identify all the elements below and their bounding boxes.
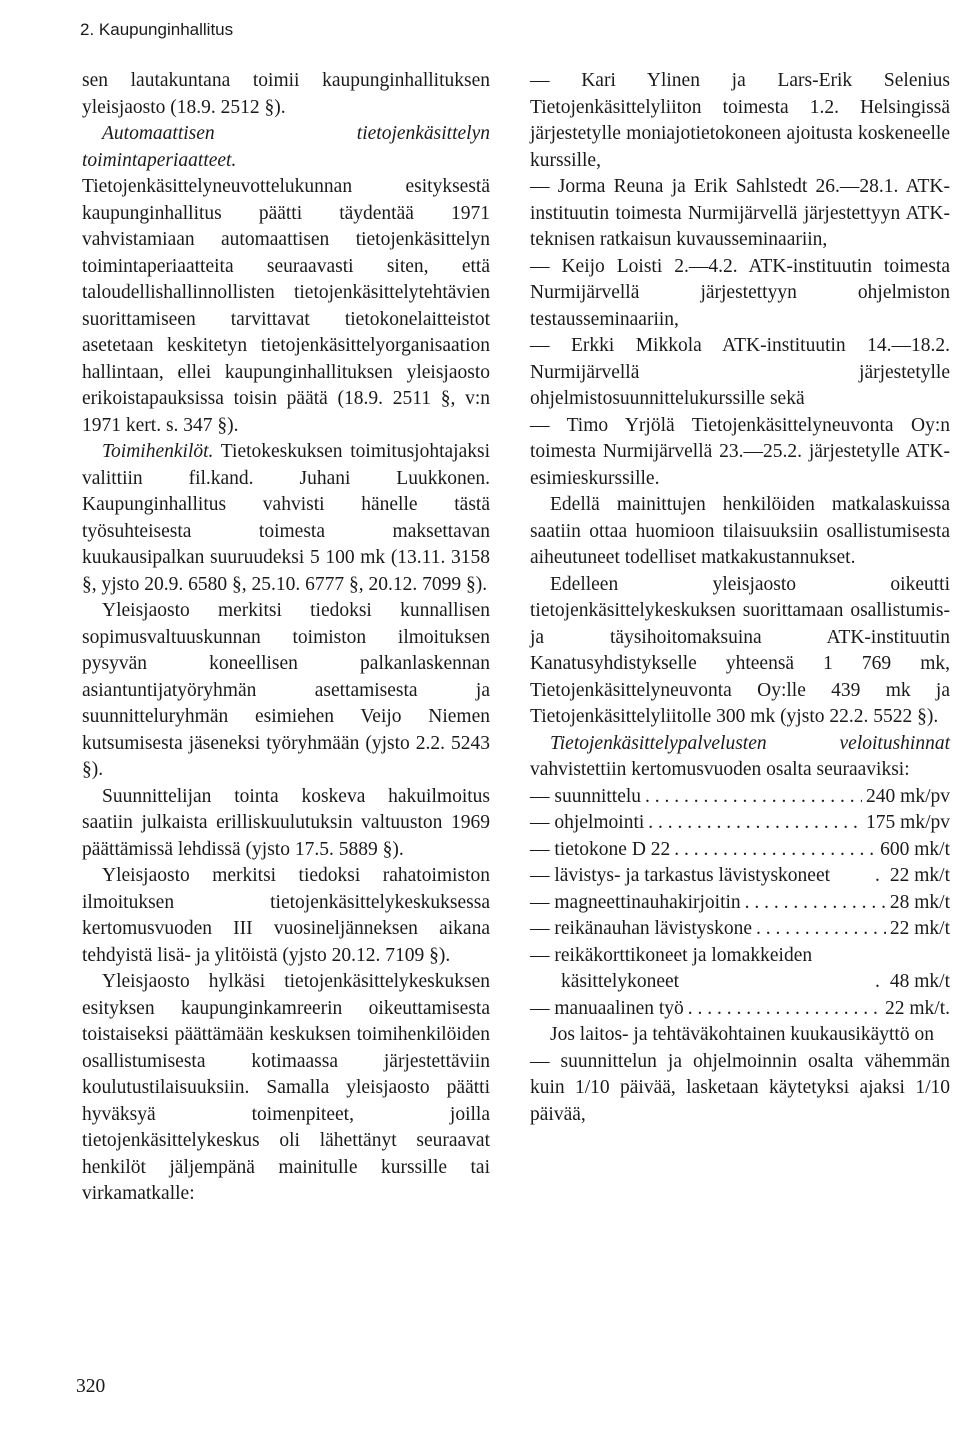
paragraph-text: Tietokeskuksen toimitusjohtajaksi valittiin fil.kand. Juhani Luukkonen. Kaupunginhallitus vahvisti hänelle tästä työsuhteisesta toimesta maksettavan kuukausipalkan suuruudeksi 5 100 mk (13.11. 3158 §, yjsto 20.9. 6580 §, 25.10. 6777 §, 20.12. 7099 §).	[82, 441, 490, 595]
price-label: — ohjelmointi	[530, 812, 645, 833]
section-heading: Automaattisen tietojenkäsittelyn toimintaperiaatteet.	[82, 123, 490, 171]
price-row	[530, 996, 950, 1023]
right-column	[530, 68, 950, 1128]
price-value: 22 mk/t	[889, 918, 950, 939]
list-item: — Keijo Loisti 2.—4.2. ATK-instituutin toimesta Nurmijärvellä järjestettyyn ohjelmiston testausseminaariin,	[530, 255, 950, 330]
section-heading: Tietojenkäsittelypalvelusten veloitushinnat	[550, 732, 950, 754]
paragraph: Jos laitos- ja tehtäväkohtainen kuukausikäyttö on	[550, 1024, 934, 1045]
price-value: 28 mk/t	[889, 891, 950, 913]
paragraph	[82, 439, 490, 598]
paragraph-text: Tietojenkäsittelyneuvottelukunnan esityksestä kaupunginhallitus päätti täydentää 1971 vahvistamiaan automaattisen tietojenkäsittelyn toimintaperiaatteita seuraavasti siten, että taloudellishallinnollisten tietojenkäsittelytehtävien suorittamiseen tarvittavat tietokonelaitteistot asetetaan keskitetyn tietojenkäsittelyorganisaation hallintaan, ellei kaupunginhallituksen yleisjaosto erikoistapauksissa toisin päätä (18.9. 2511 §, v:n 1971 kert. s. 347 §).	[82, 176, 490, 436]
price-row	[530, 863, 950, 890]
price-value: 22 mk/t	[889, 865, 950, 886]
paragraph	[82, 121, 490, 439]
paragraph	[530, 731, 950, 784]
price-label: — magneettinauhakirjoitin	[530, 891, 741, 913]
paragraph: sen lautakuntana toimii kaupunginhallituksen yleisjaosto (18.9. 2512 §).	[82, 70, 490, 118]
paragraph: Yleisjaosto merkitsi tiedoksi rahatoimiston ilmoituksen tietojenkäsittelykeskuksessa kertomusvuoden III vuosineljänneksen aikana tehdyistä lisä- ja ylitöistä (yjsto 20.12. 7109 §).	[82, 865, 490, 966]
price-value: 240 mk/pv	[866, 785, 950, 807]
price-label: — lävistys- ja tarkastus lävistyskoneet	[530, 865, 831, 886]
price-label: — reikäkorttikoneet ja lomakkeiden käsittelykoneet	[530, 944, 813, 992]
price-label: — reikänauhan lävistyskone	[530, 918, 753, 939]
section-heading: Toimihenkilöt.	[102, 441, 214, 462]
list-item: — Timo Yrjölä Tietojenkäsittelyneuvonta Oy:n toimesta Nurmijärvellä 23.—25.2. järjestetylle ATK-esimieskurssille.	[530, 414, 950, 489]
price-value: 600 mk/t	[880, 838, 950, 860]
paragraph-text: vahvistettiin kertomusvuoden osalta seuraaviksi:	[530, 759, 910, 780]
price-label: — suunnittelu	[530, 785, 642, 807]
price-row	[530, 810, 950, 837]
price-row	[530, 943, 950, 996]
left-column	[82, 68, 490, 1208]
price-label: — tietokone D 22	[530, 838, 671, 860]
list-item: — Kari Ylinen ja Lars-Erik Selenius Tietojenkäsittelyliiton toimesta 1.2. Helsingissä järjestetylle moniajotietokoneen ajoitusta koskeneelle kurssille,	[530, 70, 950, 171]
paragraph: Suunnittelijan tointa koskeva hakuilmoitus saatiin julkaista erilliskuulutuksin valtuuston 1969 päättämissä lehdissä (yjsto 17.5. 5889 §).	[82, 785, 490, 860]
price-row	[530, 890, 950, 917]
price-row	[530, 837, 950, 864]
page-number: 320	[76, 1376, 106, 1397]
price-row	[530, 784, 950, 811]
paragraph: Yleisjaosto hylkäsi tietojenkäsittelykeskuksen esityksen kaupunginkamreerin oikeuttamisesta toistaiseksi päättämään keskuksen toimihenkilöiden osallistumisesta kotimaassa järjestettäviin koulutustilaisuuksiin. Samalla yleisjaosto päätti hyväksyä toimenpiteet, joilla tietojenkäsittelykeskus oli lähettänyt seuraavat henkilöt jäljempänä mainitulle kurssille tai virkamatkalle:	[82, 971, 490, 1204]
paragraph: Edellä mainittujen henkilöiden matkalaskuissa saatiin ottaa huomioon tilaisuuksiin osallistumisesta aiheutuneet todelliset matkakustannukset.	[530, 494, 950, 568]
price-label: — manuaalinen työ	[530, 997, 684, 1019]
price-list	[530, 784, 950, 1023]
price-value: 175 mk/pv	[866, 812, 950, 833]
price-row	[530, 916, 950, 943]
price-value: 22 mk/t.	[884, 997, 950, 1019]
paragraph: Yleisjaosto merkitsi tiedoksi kunnallisen sopimusvaltuuskunnan toimiston ilmoituksen pysyvän koneellisen palkanlaskennan asiantuntijatyöryhmän asettamisesta ja suunnitteluryhmän esimiehen Veijo Niemen kutsumisesta jäseneksi työryhmään (yjsto 2.2. 5243 §).	[82, 600, 490, 780]
paragraph: Edelleen yleisjaosto oikeutti tietojenkäsittelykeskuksen suorittamaan osallistumis- ja täysihoitomaksuina ATK-instituutin Kanatusyhdistykselle yhteensä 1 769 mk, Tietojenkäsittelyneuvonta Oy:lle 439 mk ja Tietojenkäsittelyliitolle 300 mk (yjsto 22.2. 5522 §).	[530, 573, 950, 727]
list-item: — suunnittelun ja ohjelmoinnin osalta vähemmän kuin 1/10 päivää, lasketaan käytetyksi ajaksi 1/10 päivää,	[530, 1050, 950, 1125]
list-item: — Erkki Mikkola ATK-instituutin 14.—18.2. Nurmijärvellä järjestetylle ohjelmistosuunnittelukurssille sekä	[530, 335, 950, 409]
list-item: — Jorma Reuna ja Erik Sahlstedt 26.—28.1. ATK-instituutin toimesta Nurmijärvellä järjestettyyn ATK-teknisen ratkaisun kuvausseminaariin,	[530, 176, 950, 250]
price-value: 48 mk/t	[889, 971, 950, 992]
running-header: 2. Kaupunginhallitus	[80, 20, 234, 39]
